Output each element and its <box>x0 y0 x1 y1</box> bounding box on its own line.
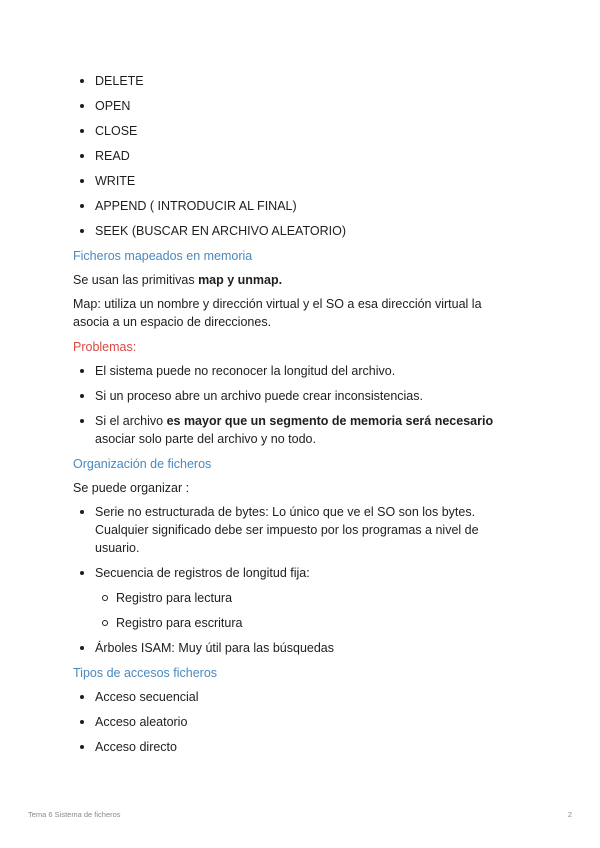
section-heading-organization: Organización de ficheros <box>73 457 212 471</box>
mapped-intro-text: Se usan las primitivas <box>73 273 199 287</box>
section-heading-problems: Problemas: <box>73 340 137 354</box>
list-item: El sistema puede no reconocer la longitud del archivo. <box>73 362 513 380</box>
mapped-intro-bold: map y unmap. <box>198 273 283 287</box>
list-item: DELETE <box>73 72 513 90</box>
list-item: OPEN <box>73 97 513 115</box>
list-item: Serie no estructurada de bytes: Lo único que ve el SO son los bytes. Cualquier significado debe ser impuesto por los programas a nivel de usuario. <box>73 503 513 557</box>
list-item <box>73 412 513 448</box>
list-item: Acceso directo <box>73 738 513 756</box>
list-item: CLOSE <box>73 122 513 140</box>
list-item: Árboles ISAM: Muy útil para las búsquedas <box>73 639 513 657</box>
section-heading-mapped: Ficheros mapeados en memoria <box>73 249 253 263</box>
list-item: Acceso secuencial <box>73 688 513 706</box>
list-item: Acceso aleatorio <box>73 713 513 731</box>
records-sublist <box>73 589 513 632</box>
section-heading-access: Tipos de accesos ficheros <box>73 666 218 680</box>
problem-3-bold: es mayor que un segmento de memoria será necesario <box>166 414 494 428</box>
problem-3-text: Si el archivo <box>95 414 167 428</box>
list-item: READ <box>73 147 513 165</box>
map-description-paragraph: Map: utiliza un nombre y dirección virtual y el SO a esa dirección virtual la asocia a un espacio de direcciones. <box>73 297 482 329</box>
sublist-item: Registro para escritura <box>73 614 513 632</box>
footer-title: Tema 6 Sistema de ficheros <box>28 810 121 819</box>
list-item: Si un proceso abre un archivo puede crear inconsistencias. <box>73 387 513 405</box>
operations-list <box>73 72 513 240</box>
list-item: SEEK (BUSCAR EN ARCHIVO ALEATORIO) <box>73 222 513 240</box>
page-content <box>73 72 513 756</box>
list-item: WRITE <box>73 172 513 190</box>
sublist-item: Registro para lectura <box>73 589 513 607</box>
footer-page-number: 2 <box>567 810 572 819</box>
organization-list <box>73 503 513 657</box>
access-list <box>73 688 513 756</box>
problems-list <box>73 362 513 448</box>
list-item <box>73 564 513 632</box>
organization-item-2-text: Secuencia de registros de longitud fija: <box>95 566 310 580</box>
mapped-intro-paragraph <box>73 271 513 289</box>
organization-intro-paragraph: Se puede organizar : <box>73 481 190 495</box>
problem-3-suffix: asociar solo parte del archivo y no todo. <box>95 432 316 446</box>
list-item: APPEND ( INTRODUCIR AL FINAL) <box>73 197 513 215</box>
